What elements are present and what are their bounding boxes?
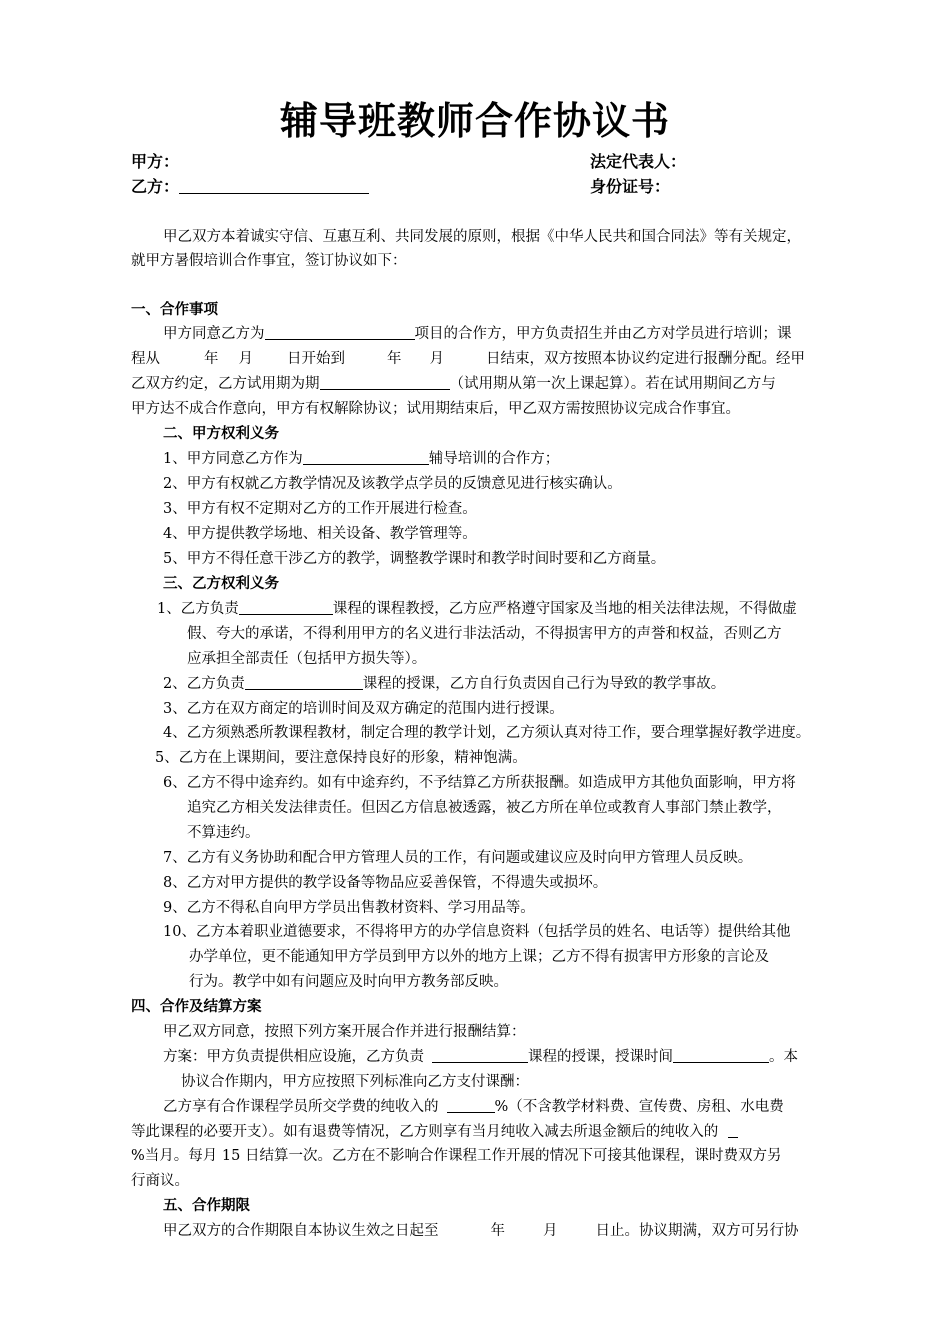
sec1-text: 年 — [204, 351, 219, 367]
sec1-text: 日结束，双方按照本协议约定进行报酬分配。经甲 — [486, 351, 805, 367]
trial-period-blank — [320, 375, 450, 390]
sec4-line-5 — [131, 1121, 738, 1143]
sec5-text: 甲乙双方的合作期限自本协议生效之日起至 — [163, 1223, 439, 1239]
sec1-line-2 — [131, 348, 805, 370]
legal-rep-label: 法定代表人： — [590, 152, 687, 171]
sec3-item-10-cont-1: 办学单位，更不能通知甲方学员到甲方以外的地方上课；乙方不得有损害甲方形象的言论及 — [189, 949, 769, 965]
sec5-line-1 — [163, 1220, 799, 1242]
sec5-text: 月 — [543, 1223, 558, 1239]
sec4-line-6: %当月。每月 15 日结算一次。乙方在不影响合作课程工作开展的情况下可接其他课程，课时费双方另 — [131, 1148, 782, 1164]
party-b-blank — [179, 177, 369, 194]
section-5-heading: 五、合作期限 — [163, 1198, 250, 1214]
section-3-heading: 三、乙方权利义务 — [163, 576, 279, 592]
sec3-item-9: 9、乙方不得私自向甲方学员出售教材资料、学习用品等。 — [163, 900, 535, 916]
sec2-item-5: 5、甲方不得任意干涉乙方的教学，调整教学课时和教学时间时要和乙方商量。 — [163, 551, 666, 567]
sec4-line-4 — [163, 1096, 784, 1118]
sec3-item-3: 3、乙方在双方商定的培训时间及双方确定的范围内进行授课。 — [163, 701, 564, 717]
tutoring-blank — [303, 450, 429, 465]
sec1-line-4: 甲方达不成合作意向，甲方有权解除协议；试用期结束后，甲乙双方需按照协议完成合作事宜。 — [131, 401, 740, 417]
sec3-item-2 — [163, 673, 725, 695]
sec3-text: 课程的课程教授，乙方应严格遵守国家及当地的相关法律法规，不得做虚 — [332, 601, 797, 617]
sec1-text: 年 — [387, 351, 402, 367]
sec3-item-8: 8、乙方对甲方提供的教学设备等物品应妥善保管，不得遗失或损坏。 — [163, 875, 608, 891]
section-4-heading: 四、合作及结算方案 — [131, 999, 262, 1015]
sec1-text: （试用期从第一次上课起算）。若在试用期间乙方与 — [449, 376, 776, 392]
sec1-text: 日开始到 — [287, 351, 345, 367]
sec2-text: 辅导培训的合作方； — [428, 451, 560, 467]
sec1-text: 甲方同意乙方为 — [163, 326, 265, 342]
document-title: 辅导班教师合作协议书 — [279, 99, 670, 143]
sec1-text: 月 — [429, 351, 444, 367]
sec4-line-7: 行商议。 — [131, 1173, 189, 1189]
sec2-item-1 — [163, 448, 559, 470]
id-number-label: 身份证号： — [590, 177, 671, 196]
sec3-item-1 — [157, 598, 797, 620]
intro-line-2: 就甲方暑假培训合作事宜，签订协议如下： — [131, 253, 407, 269]
sec3-item-10: 10、乙方本着职业道德要求，不得将甲方的办学信息资料（包括学员的姓名、电话等）提供给其他 — [163, 924, 791, 940]
sec1-line-3 — [131, 373, 776, 395]
sec2-item-2: 2、甲方有权就乙方教学情况及该教学点学员的反馈意见进行核实确认。 — [163, 476, 622, 492]
sec4-text: 课程的授课，授课时间 — [528, 1049, 673, 1065]
sec3-text: 1、乙方负责 — [157, 601, 239, 617]
project-blank — [265, 325, 415, 340]
party-b-label: 乙方： — [131, 177, 180, 196]
sec3-item-6-cont-1: 追究乙方相关发法律责任。但因乙方信息被透露，被乙方所在单位或教育人事部门禁止教学， — [187, 800, 782, 816]
sec3-item-1-cont-2: 应承担全部责任（包括甲方损失等）。 — [187, 651, 427, 667]
sec4-text: 等此课程的必要开支）。如有退费等情况，乙方则享有当月纯收入减去所退金额后的纯收入的 — [131, 1124, 719, 1140]
party-a-label: 甲方： — [131, 152, 180, 171]
sec4-line-2 — [163, 1046, 798, 1068]
percent-blank-1 — [447, 1098, 495, 1113]
sec3-item-1-cont-1: 假、夸大的承诺，不得利用甲方的名义进行非法活动，不得损害甲方的声誉和权益，否则乙方 — [187, 626, 782, 642]
course-blank-2 — [245, 675, 363, 690]
sec4-line-3: 协议合作期内，甲方应按照下列标准向乙方支付课酬： — [181, 1074, 529, 1090]
course-blank-1 — [239, 600, 333, 615]
sec3-item-5: 5、乙方在上课期间，要注意保持良好的形象，精神饱满。 — [155, 750, 527, 766]
sec2-item-4: 4、甲方提供教学场地、相关设备、教学管理等。 — [163, 526, 477, 542]
percent-blank-2 — [728, 1123, 738, 1138]
sec1-text: 月 — [238, 351, 253, 367]
sec1-line-1 — [163, 323, 792, 345]
sec4-text: %（不含教学材料费、宣传费、房租、水电费 — [494, 1099, 784, 1115]
party-b-row — [131, 176, 369, 198]
sec3-item-10-cont-2: 行为。教学中如有问题应及时向甲方教务部反映。 — [189, 974, 508, 990]
sec3-text: 2、乙方负责 — [163, 676, 245, 692]
sec5-text: 日止。协议期满，双方可另行协 — [595, 1223, 799, 1239]
sec3-item-6: 6、乙方不得中途弃约。如有中途弃约，不予结算乙方所获报酬。如造成甲方其他负面影响，甲方将 — [163, 775, 796, 791]
sec3-item-6-cont-2: 不算违约。 — [187, 825, 260, 841]
sec2-text: 1、甲方同意乙方作为 — [163, 451, 303, 467]
sec3-item-7: 7、乙方有义务协助和配合甲方管理人员的工作，有问题或建议应及时向甲方管理人员反映。 — [163, 850, 753, 866]
sec4-text: 方案：甲方负责提供相应设施，乙方负责 — [163, 1049, 424, 1065]
sec3-text: 课程的授课，乙方自行负责因自己行为导致的教学事故。 — [362, 676, 726, 692]
sec1-text: 项目的合作方，甲方负责招生并由乙方对学员进行培训；课 — [414, 326, 792, 342]
sec1-text: 程从 — [131, 351, 160, 367]
course-blank-3 — [432, 1048, 528, 1063]
sec4-text: 乙方享有合作课程学员所交学费的纯收入的 — [163, 1099, 439, 1115]
sec5-text: 年 — [490, 1223, 505, 1239]
section-2-heading: 二、甲方权利义务 — [163, 426, 279, 442]
sec1-text: 乙双方约定，乙方试用期为期 — [131, 376, 320, 392]
class-time-blank — [673, 1048, 769, 1063]
sec2-item-3: 3、甲方有权不定期对乙方的工作开展进行检查。 — [163, 501, 477, 517]
sec4-text: 。本 — [769, 1049, 798, 1065]
section-1-heading: 一、合作事项 — [131, 302, 218, 318]
sec4-line-1: 甲乙双方同意，按照下列方案开展合作并进行报酬结算： — [163, 1024, 526, 1040]
sec3-item-4: 4、乙方须熟悉所教课程教材，制定合理的教学计划，乙方须认真对待工作，要合理掌握好教学进度。 — [163, 725, 811, 741]
intro-line-1: 甲乙双方本着诚实守信、互惠互利、共同发展的原则，根据《中华人民共和国合同法》等有关规定， — [163, 229, 801, 245]
